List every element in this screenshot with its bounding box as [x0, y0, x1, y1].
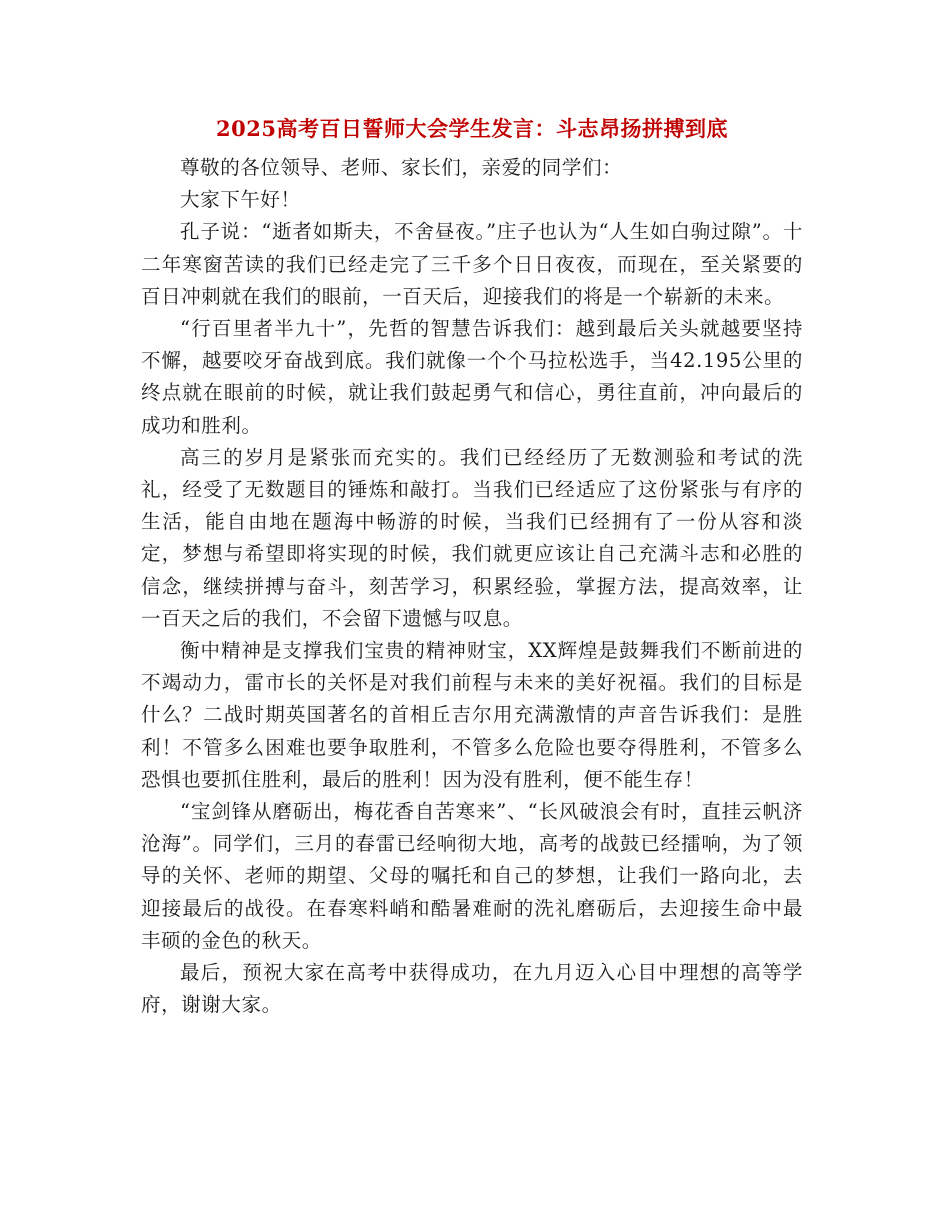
closing-paragraph: 最后，预祝大家在高考中获得成功，在九月迈入心目中理想的高等学府，谢谢大家。 [141, 961, 803, 1017]
body-paragraph-senior-year: 高三的岁月是紧张而充实的。我们已经经历了无数测验和考试的洗礼，经受了无数题目的锤炼和敲打。当我们已经适应了这份紧张与有序的生活，能自由地在题海中畅游的时候，当我们已经拥有了一份从容和淡定，梦想与希望即将实现的时候，我们就更应该让自己充满斗志和必胜的信念，继续拼搏与奋斗，刻苦学习，积累经验，掌握方法，提高效率，让一百天之后的我们，不会留下遗憾与叹息。 [141, 445, 803, 630]
document-title: 2025高考百日誓师大会学生发言：斗志昂扬拼搏到底 [216, 116, 728, 141]
salutation-paragraph: 尊敬的各位领导、老师、家长们，亲爱的同学们： [180, 156, 623, 179]
body-paragraph-confucius: 孔子说：“逝者如斯夫，不舍昼夜。”庄子也认为“人生如白驹过隙”。十二年寒窗苦读的我们已经走完了三千多个日日夜夜，而现在，至关紧要的百日冲刺就在我们的眼前，一百天后，迎接我们的将是一个崭新的未来。 [141, 220, 803, 308]
body-paragraph-marathon: “行百里者半九十”，先哲的智慧告诉我们：越到最后关头就越要坚持不懈，越要咬牙奋战到底。我们就像一个个马拉松选手，当42.195公里的终点就在眼前的时候，就让我们鼓起勇气和信心，勇往直前，冲向最后的成功和胜利。 [141, 317, 803, 437]
body-paragraph-spirit: 衡中精神是支撑我们宝贵的精神财宝，XX辉煌是鼓舞我们不断前进的不竭动力，雷市长的关怀是对我们前程与未来的美好祝福。我们的目标是什么？二战时期英国著名的首相丘吉尔用充满激情的声音告诉我们：是胜利！不管多么困难也要争取胜利，不管多么危险也要夺得胜利，不管多么恐惧也要抓住胜利，最后的胜利！因为没有胜利，便不能生存！ [141, 639, 803, 791]
body-paragraph-quotes: “宝剑锋从磨砺出，梅花香自苦寒来”、“长风破浪会有时，直挂云帆济沧海”。同学们，三月的春雷已经响彻大地，高考的战鼓已经擂响，为了领导的关怀、老师的期望、父母的嘱托和自己的梦想，让我们一路向北，去迎接最后的战役。在春寒料峭和酷暑难耐的洗礼磨砺后，去迎接生命中最丰硕的金色的秋天。 [141, 800, 803, 952]
document-body [141, 112, 803, 1021]
greeting-paragraph: 大家下午好！ [180, 188, 301, 212]
